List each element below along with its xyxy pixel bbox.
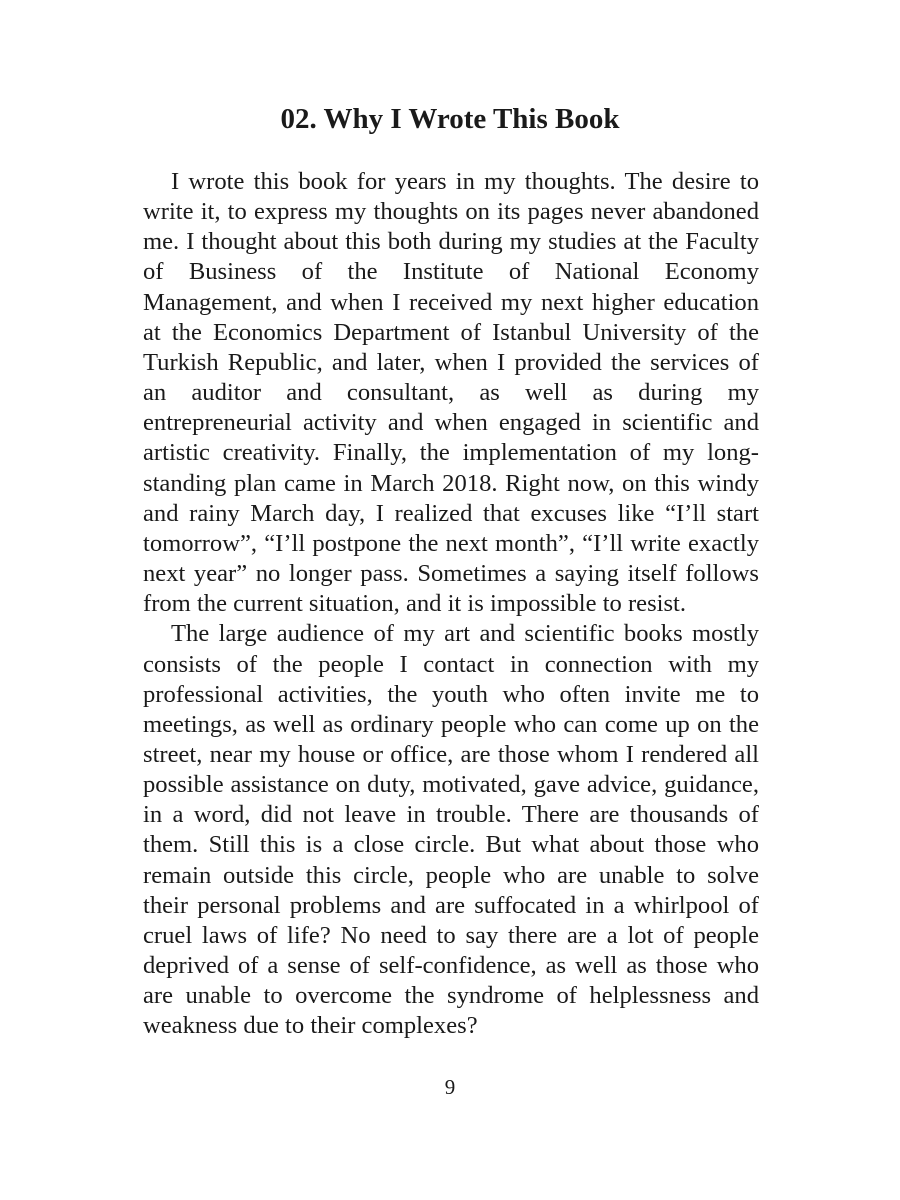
chapter-title: 02. Why I Wrote This Book	[280, 103, 620, 135]
body-paragraph: I wrote this book for years in my thoughts. The desire to write it, to express my thoughts on its pages never abandoned me. I thought about this both during my studies at the Faculty of Business of the Institute of National Economy Management, and when I received my next higher education at the Economics Department of Istanbul University of the Turkish Republic, and later, when I provided the services of an auditor and consultant, as well as during my entrepreneurial activity and when engaged in scientific and artistic creativity. Finally, the implementation of my long-standing plan came in March 2018. Right now, on this windy and rainy March day, I realized that excuses like “I’ll start tomorrow”, “I’ll postpone the next month”, “I’ll write exactly next year” no longer pass. Sometimes a saying itself follows from the current situation, and it is impossible to resist.	[143, 168, 759, 618]
page-number: 9	[444, 1075, 456, 1099]
body-paragraph: The large audience of my art and scientific books mostly consists of the people I contact in connection with my professional activities, the youth who often invite me to meetings, as well as ordinary people who can come up on the street, near my house or office, are those whom I rendered all possible assistance on duty, motivated, gave advice, guidance, in a word, did not leave in trouble. There are thousands of them. Still this is a close circle. But what about those who remain outside this circle, people who are unable to solve their personal problems and are suffocated in a whirlpool of cruel laws of life? No need to say there are a lot of people deprived of a sense of self-confidence, as well as those who are unable to overcome the syndrome of helplessness and weakness due to their complexes?	[143, 620, 759, 1040]
chapter-body	[143, 167, 759, 1042]
